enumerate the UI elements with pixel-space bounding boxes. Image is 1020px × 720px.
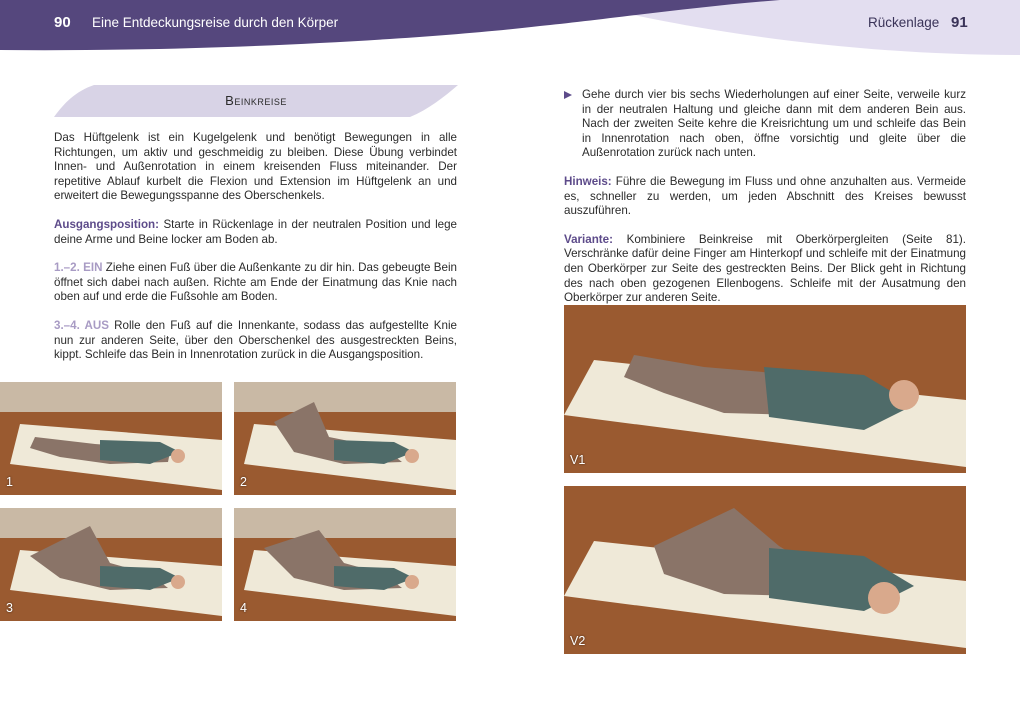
right-page-number: 91 [951, 14, 968, 31]
header-band-graphic [0, 0, 1020, 60]
section-title-band [54, 85, 458, 117]
left-page-number: 90 [54, 14, 71, 31]
page-header [0, 0, 1020, 60]
variant-photo-v2 [564, 486, 966, 654]
step-3-4-text: Rolle den Fuß auf die Innenkante, sodass das aufgestellte Knie nun zur anderen Seite, über den Oberschenkel des ausgestreckten Beins, kippt. Schleife das Bein in Innenrotation zurück in die Ausgangsposition. [54, 318, 458, 362]
right-running-title: Rückenlage [868, 15, 940, 30]
photo-label-v1: V1 [570, 453, 586, 467]
section-title: Beinkreise [225, 93, 287, 108]
left-running-title: Eine Entdeckungsreise durch den Körper [92, 15, 339, 30]
photo-label-2: 2 [240, 475, 247, 489]
variant-paragraph [564, 233, 966, 306]
step-1-2-label: 1.–2. EIN [54, 261, 103, 275]
exercise-photo-2 [234, 382, 456, 495]
exercise-photo-1 [0, 382, 222, 495]
step-1-2-text: Ziehe einen Fuß über die Außenkante zu dir hin. Das gebeugte Bein öffnet sich dabei nach außen. Richte am Ende der Einatmung das Knie nach oben auf und erde die Fußsohle am Boden. [54, 261, 457, 304]
variant-photo-v1 [564, 305, 966, 473]
photo-label-4: 4 [240, 601, 247, 615]
intro-paragraph: Das Hüftgelenk ist ein Kugelgelenk und benötigt Bewegungen in alle Richtungen, um aktiv und geschmeidig zu bleiben. Diese Übung verbindet Innen- und Außenrotation in einem kreisenden Fluss miteinander. Der repetitive Ablauf kurbelt die Flexion und Extension im Hüftgelenk an und erweitert die Bewegungsspanne des Oberschenkels. [54, 131, 457, 203]
step-1-2-paragraph [54, 261, 457, 305]
start-position-label: Ausgangsposition: [54, 217, 159, 231]
left-text-column [54, 131, 457, 363]
start-position-text: Starte in Rückenlage in der neutralen Position und lege deine Arme und Beine locker am Boden ab. [54, 217, 457, 246]
bullet-triangle-icon [564, 91, 572, 99]
photo-label-v2: V2 [570, 634, 586, 648]
photo-label-3: 3 [6, 601, 13, 615]
hint-paragraph [564, 175, 966, 219]
right-text-column [564, 88, 966, 306]
hint-label: Hinweis: [564, 174, 612, 188]
bullet-text: Gehe durch vier bis sechs Wiederholungen auf einer Seite, verweile kurz in der neutralen Haltung und gleiche dann mit dem anderen Bein aus. Nach der zweiten Seite kehre die Kreisrichtung um und schleife das Bein in Innenrotation nach oben, öffne vorsichtig und gleite über die Außenrotation zurück nach unten. [582, 88, 966, 160]
photo-label-1: 1 [6, 475, 13, 489]
variant-text: Kombiniere Beinkreise mit Oberkörpergleiten (Seite 81). Verschränke dafür deine Finger am Hinterkopf und schleife mit der Einatmung den Oberkörper zur Seite des gestreckten Beins. Der Blick geht in Richtung des nach oben gezogenen Ellenbogens. Schleife mit der Ausatmung den Oberkörper zur anderen Seite. [564, 232, 966, 305]
repetition-bullet [564, 88, 966, 161]
hint-text: Führe die Bewegung im Fluss und ohne anzuhalten aus. Vermeide es, schneller zu werden, um jeden Abschnitt des Kreises bewusst auszuführen. [564, 174, 966, 218]
variant-label: Variante: [564, 232, 613, 246]
start-position-paragraph [54, 218, 457, 247]
exercise-photo-3 [0, 508, 222, 621]
exercise-photo-4 [234, 508, 456, 621]
step-3-4-paragraph [54, 319, 457, 363]
step-3-4-label: 3.–4. AUS [54, 318, 109, 332]
